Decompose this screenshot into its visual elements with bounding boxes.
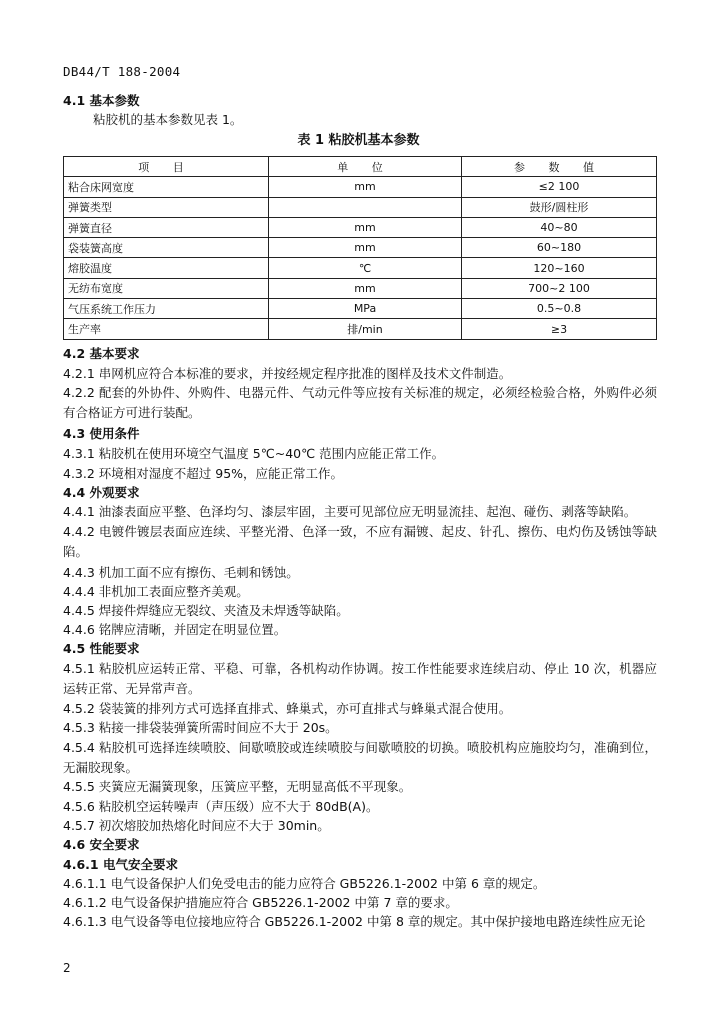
paragraph-4-4-6: 4.4.6 铭牌应清晰，并固定在明显位置。 (63, 622, 287, 637)
table-cell: 袋装簧高度 (64, 238, 269, 258)
table-cell: 熔胶温度 (64, 258, 269, 278)
paragraph-4-2-2: 4.2.2 配套的外协件、外购件、电器元件、气动元件等应按有关标准的规定，必须经检验合格，外购件必须有合格证方可进行装配。 (63, 385, 657, 420)
standard-code: DB44/T 188-2004 (63, 64, 181, 79)
paragraph-4-6-1-1: 4.6.1.1 电气设备保护人们免受电击的能力应符合 GB5226.1-2002 中第 6 章的规定。 (63, 876, 546, 891)
table-cell: 粘合床网宽度 (64, 177, 269, 197)
table-cell: 120~160 (462, 258, 657, 278)
paragraph-4-3-1: 4.3.1 粘胶机在使用环境空气温度 5℃~40℃ 范围内应能正常工作。 (63, 446, 445, 461)
paragraph-4-4-5: 4.4.5 焊接件焊缝应无裂纹、夹渣及未焊透等缺陷。 (63, 603, 349, 618)
table-cell: ℃ (269, 258, 462, 278)
table-header-cell: 单 位 (269, 157, 462, 177)
paragraph-4-5-1: 4.5.1 粘胶机应运转正常、平稳、可靠，各机构动作协调。按工作性能要求连续启动、停止 10 次，机器应运转正常、无异常声音。 (63, 661, 657, 696)
paragraph-4-5-3: 4.5.3 粘接一排袋装弹簧所需时间应不大于 20s。 (63, 720, 338, 735)
section-heading-4-6: 4.6 安全要求 (63, 837, 140, 852)
table-cell: 0.5~0.8 (462, 299, 657, 319)
table-cell: 生产率 (64, 319, 269, 339)
paragraph-4-1-intro: 粘胶机的基本参数见表 1。 (93, 112, 243, 127)
table-row (64, 238, 657, 258)
paragraph-4-6-1-2: 4.6.1.2 电气设备保护措施应符合 GB5226.1-2002 中第 7 章的要求。 (63, 895, 458, 910)
section-heading-4-5: 4.5 性能要求 (63, 641, 140, 656)
table-cell: 弹簧直径 (64, 217, 269, 237)
table-cell: ≤2 100 (462, 177, 657, 197)
paragraph-4-4-3: 4.4.3 机加工面不应有擦伤、毛刺和锈蚀。 (63, 565, 299, 580)
table-row (64, 217, 657, 237)
table-cell: 排/min (269, 319, 462, 339)
table-row (64, 319, 657, 339)
table-title: 表 1 粘胶机基本参数 (297, 133, 420, 148)
table-cell: mm (269, 278, 462, 298)
paragraph-4-5-2: 4.5.2 袋装簧的排列方式可选择直排式、蜂巢式，亦可直排式与蜂巢式混合使用。 (63, 701, 512, 716)
table-cell (269, 197, 462, 217)
table-cell: 弹簧类型 (64, 197, 269, 217)
table-row (64, 177, 657, 197)
page-number: 2 (63, 961, 71, 975)
parameters-table (63, 156, 657, 340)
section-heading-4-2: 4.2 基本要求 (63, 346, 140, 361)
paragraph-4-4-1: 4.4.1 油漆表面应平整、色泽均匀、漆层牢固，主要可见部位应无明显流挂、起泡、碰伤、剥落等缺陷。 (63, 504, 637, 519)
paragraph-4-5-6: 4.5.6 粘胶机空运转噪声（声压级）应不大于 80dB(A)。 (63, 799, 379, 814)
paragraph-4-4-2: 4.4.2 电镀件镀层表面应连续、平整光滑、色泽一致，不应有漏镀、起皮、针孔、擦伤、电灼伤及锈蚀等缺陷。 (63, 524, 657, 559)
paragraph-4-5-5: 4.5.5 夹簧应无漏簧现象，压簧应平整，无明显高低不平现象。 (63, 779, 412, 794)
table-cell: 40~80 (462, 217, 657, 237)
table-row (64, 197, 657, 217)
subsection-heading-4-6-1: 4.6.1 电气安全要求 (63, 857, 178, 872)
table-cell: 60~180 (462, 238, 657, 258)
table-row (64, 258, 657, 278)
table-row (64, 278, 657, 298)
section-heading-4-3: 4.3 使用条件 (63, 426, 140, 441)
table-cell: mm (269, 238, 462, 258)
section-heading-4-4: 4.4 外观要求 (63, 485, 140, 500)
paragraph-4-5-7: 4.5.7 初次熔胶加热熔化时间应不大于 30min。 (63, 818, 330, 833)
paragraph-4-5-4: 4.5.4 粘胶机可选择连续喷胶、间歇喷胶或连续喷胶与间歇喷胶的切换。喷胶机构应施胶均匀，准确到位，无漏胶现象。 (63, 740, 657, 775)
paragraph-4-3-2: 4.3.2 环境相对湿度不超过 95%，应能正常工作。 (63, 466, 344, 481)
table-header-row (64, 157, 657, 177)
table-cell: 气压系统工作压力 (64, 299, 269, 319)
paragraph-4-6-1-3: 4.6.1.3 电气设备等电位接地应符合 GB5226.1-2002 中第 8 章的规定。其中保护接地电路连续性应无论 (63, 914, 646, 929)
table-cell: ≥3 (462, 319, 657, 339)
table-cell: mm (269, 177, 462, 197)
table-header-cell: 项 目 (64, 157, 269, 177)
paragraph-4-2-1: 4.2.1 串网机应符合本标准的要求，并按经规定程序批准的图样及技术文件制造。 (63, 366, 512, 381)
section-heading-4-1: 4.1 基本参数 (63, 93, 140, 108)
table-cell: 鼓形/圆柱形 (462, 197, 657, 217)
table-header-cell: 参 数 值 (462, 157, 657, 177)
table-row (64, 299, 657, 319)
table-cell: MPa (269, 299, 462, 319)
table-cell: 无纺布宽度 (64, 278, 269, 298)
paragraph-4-4-4: 4.4.4 非机加工表面应整齐美观。 (63, 584, 249, 599)
table-cell: mm (269, 217, 462, 237)
table-cell: 700~2 100 (462, 278, 657, 298)
